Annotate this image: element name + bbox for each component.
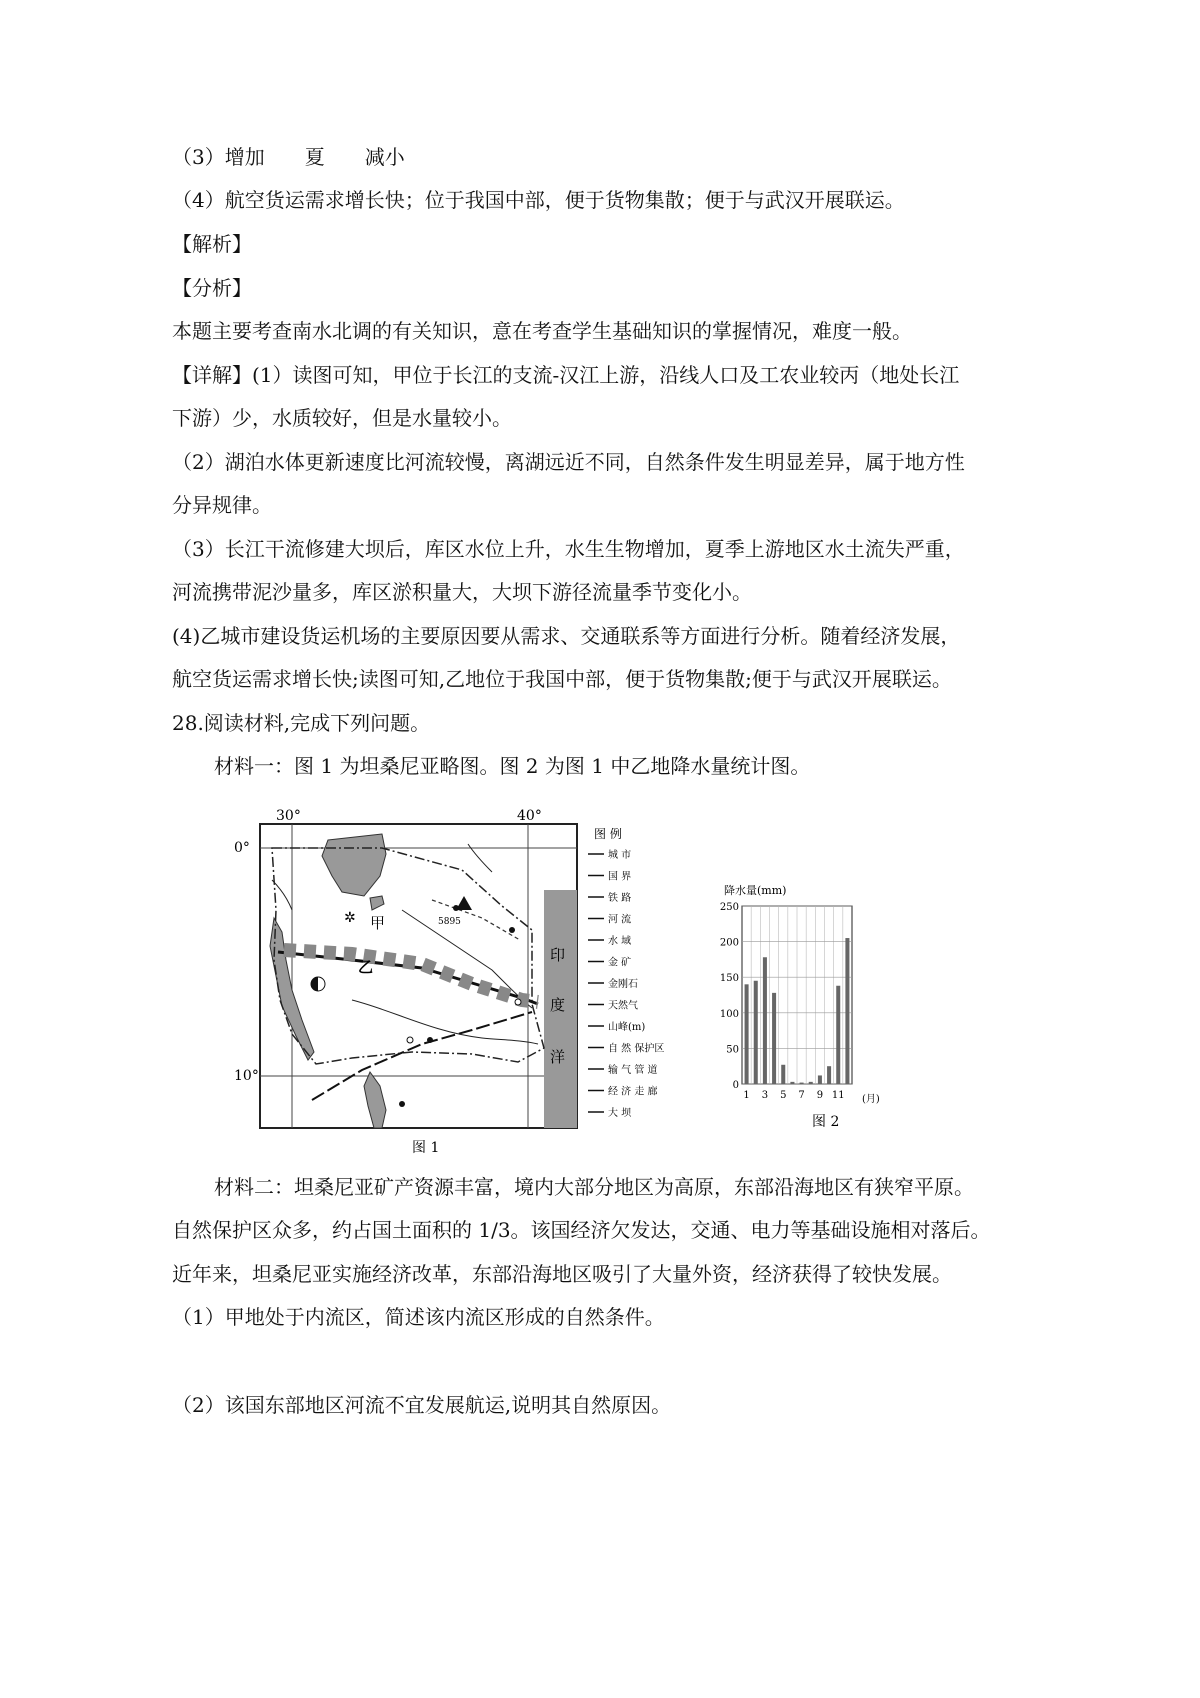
lat-10-label: 10° <box>234 1068 259 1084</box>
legend-label: 城 市 <box>608 850 632 861</box>
legend-label: 国 界 <box>608 871 632 883</box>
legend-label: 大 坝 <box>608 1108 632 1119</box>
xiangjie-p4-line2: 航空货运需求增长快;读图可知,乙地位于我国中部，便于货物集散;便于与武汉开展联运。 <box>172 667 952 691</box>
chart-xtick-label: 5 <box>780 1090 787 1101</box>
chart-xtick-label: 3 <box>761 1090 769 1101</box>
chart-bar <box>800 1083 804 1084</box>
chart-ytick-label: 0 <box>732 1080 739 1091</box>
chart-ylabel: 降水量(mm) <box>724 884 787 897</box>
diamond-symbol: ✲ <box>344 910 356 926</box>
answer-3: （3）增加 夏 减小 <box>172 145 405 169</box>
legend-label: 金刚石 <box>608 979 638 990</box>
subquestion-1: （1）甲地处于内流区，简述该内流区形成的自然条件。 <box>172 1305 665 1329</box>
lon-30-label: 30° <box>276 808 301 824</box>
city-dot-3 <box>509 927 515 933</box>
chart-bar <box>745 984 749 1084</box>
chart-xtick-label: 7 <box>798 1090 805 1101</box>
tanzania-map-figure <box>232 800 672 1160</box>
xiangjie-p3-line1: （3）长江干流修建大坝后，库区水位上升，水生生物增加，夏季上游地区水土流失严重， <box>172 537 965 561</box>
jiexi-heading: 【解析】 <box>172 232 252 256</box>
ocean-label-yin: 印 <box>550 946 566 964</box>
chart-bar <box>790 1082 794 1084</box>
ocean-label-du: 度 <box>550 996 566 1014</box>
chart-x-unit: (月) <box>862 1094 880 1105</box>
chart-bar <box>809 1082 813 1084</box>
chart-bar <box>763 957 767 1084</box>
answer-4: （4）航空货运需求增长快；位于我国中部，便于货物集散；便于与武汉开展联运。 <box>172 188 905 212</box>
peak-height-label: 5895 <box>438 917 461 927</box>
chart-bar <box>827 1066 831 1084</box>
reserve-dot-2 <box>427 1037 433 1043</box>
chart-xtick-label: 1 <box>743 1090 750 1101</box>
chart-bar <box>818 1075 822 1084</box>
legend-label: 自 然 保护区 <box>608 1043 665 1055</box>
legend-label: 河 流 <box>608 914 632 926</box>
lat-0-label: 0° <box>234 840 250 856</box>
map-frame <box>260 824 577 1128</box>
material-2-line2: 自然保护区众多，约占国土面积的 1/3。该国经济欠发达，交通、电力等基础设施相对落后。 <box>172 1218 991 1242</box>
xiangjie-p2-line1: （2）湖泊水体更新速度比河流较慢，离湖远近不同，自然条件发生明显差异，属于地方性 <box>172 450 965 474</box>
chart-ytick-label: 100 <box>720 1008 739 1020</box>
chart-caption: 图 2 <box>812 1114 840 1130</box>
material-2-line3: 近年来，坦桑尼亚实施经济改革，东部沿海地区吸引了大量外资，经济获得了较快发展。 <box>172 1262 952 1286</box>
lon-40-label: 40° <box>517 808 542 824</box>
legend-label: 输 气 管 道 <box>608 1065 658 1076</box>
city-dot-2 <box>515 999 521 1005</box>
chart-bar <box>754 981 758 1084</box>
material-2-line1: 材料二：坦桑尼亚矿产资源丰富，境内大部分地区为高原，东部沿海地区有狭窄平原。 <box>214 1175 974 1199</box>
xiangjie-p1-line1: 【详解】(1）读图可知，甲位于长江的支流-汉江上游，沿线人口及工农业较丙（地处长江 <box>172 363 960 387</box>
precipitation-chart <box>720 880 890 1140</box>
chart-bar <box>772 993 776 1084</box>
chart-bar <box>845 938 849 1084</box>
chart-ytick-label: 250 <box>720 902 739 913</box>
xiangjie-p1-line2: 下游）少，水质较好，但是水量较小。 <box>172 406 512 430</box>
label-yi: 乙 <box>358 958 374 976</box>
fenxi-text: 本题主要考查南水北调的有关知识，意在考查学生基础知识的掌握情况，难度一般。 <box>172 319 912 343</box>
fenxi-heading: 【分析】 <box>172 276 252 300</box>
xiangjie-p2-line2: 分异规律。 <box>172 493 272 517</box>
city-dot-1 <box>407 1037 413 1043</box>
legend-label: 天然气 <box>608 1000 638 1012</box>
chart-ytick-label: 200 <box>720 937 739 949</box>
label-jia: 甲 <box>370 914 386 932</box>
legend-label: 经 济 走 廊 <box>608 1086 658 1098</box>
question-28-stem: 28.阅读材料,完成下列问题。 <box>172 711 431 735</box>
chart-bar <box>836 986 840 1084</box>
legend-label: 水 域 <box>608 936 632 947</box>
map-caption: 图 1 <box>412 1140 440 1156</box>
xiangjie-p4-line1: (4)乙城市建设货运机场的主要原因要从需求、交通联系等方面进行分析。随着经济发展， <box>172 624 961 648</box>
chart-ytick-label: 150 <box>720 973 739 985</box>
chart-xtick-label: 11 <box>831 1090 845 1101</box>
ocean-label-yang: 洋 <box>550 1048 566 1066</box>
material-1: 材料一：图 1 为坦桑尼亚略图。图 2 为图 1 中乙地降水量统计图。 <box>214 754 811 778</box>
subquestion-2: （2）该国东部地区河流不宜发展航运,说明其自然原因。 <box>172 1393 672 1417</box>
reserve-dot-3 <box>399 1101 405 1107</box>
legend-label: 金 矿 <box>608 957 632 969</box>
legend-label: 山峰(m) <box>608 1022 646 1033</box>
chart-xtick-label: 9 <box>816 1090 824 1101</box>
legend-label: 铁 路 <box>608 893 632 904</box>
legend-items <box>588 848 664 1119</box>
chart-ytick-label: 50 <box>726 1044 739 1056</box>
legend-title: 图 例 <box>594 827 622 841</box>
xiangjie-p3-line2: 河流携带泥沙量多，库区淤积量大，大坝下游径流量季节变化小。 <box>172 580 752 604</box>
reserve-dot-1 <box>453 905 459 911</box>
chart-bar <box>781 1065 785 1084</box>
